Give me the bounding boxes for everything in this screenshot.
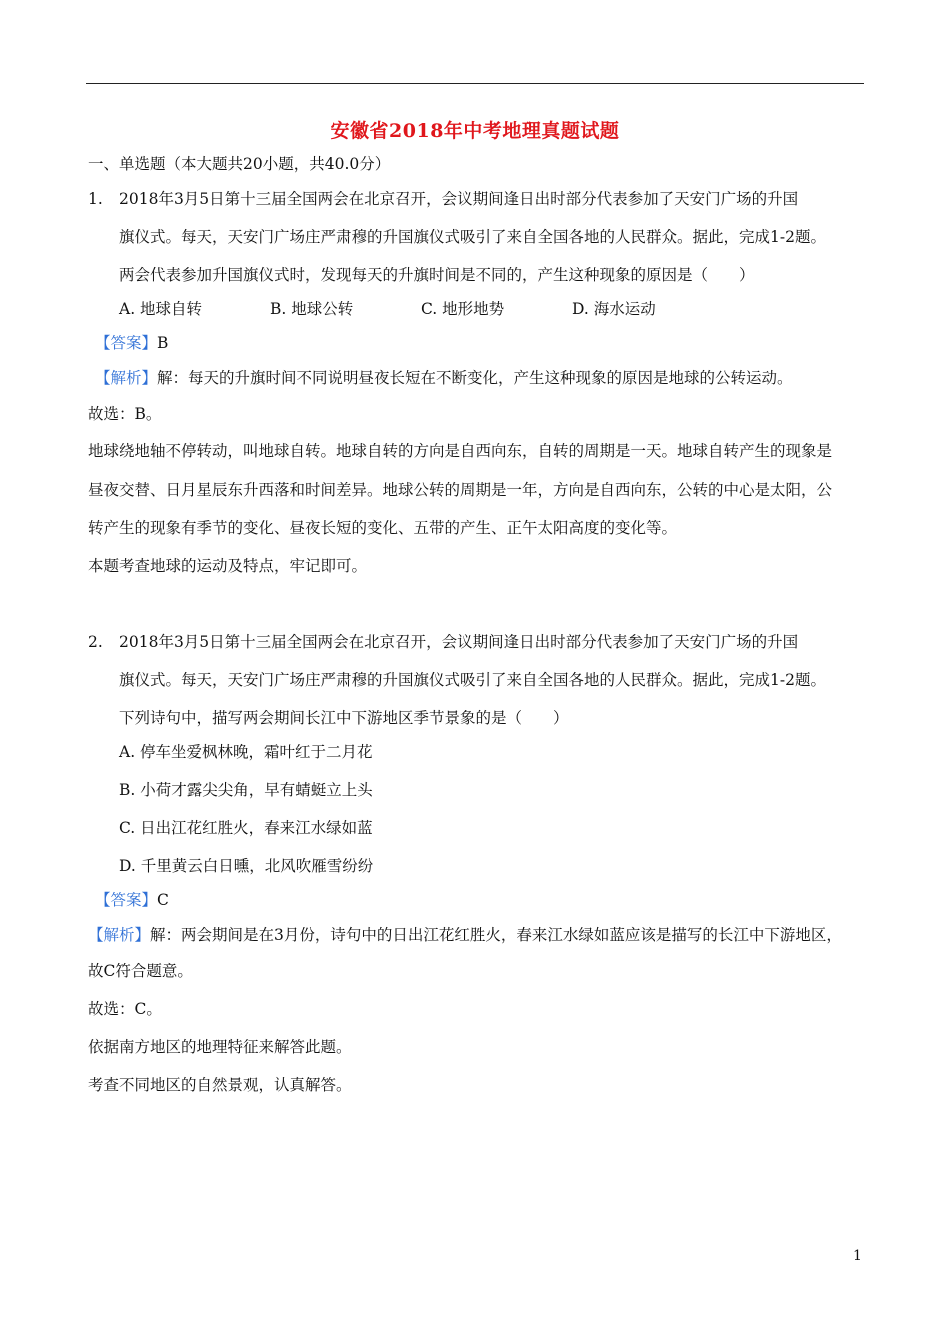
option-c: C. 地形地势	[421, 300, 505, 318]
answer-tag: 【答案】	[95, 891, 158, 909]
question-stem-line: 2018年3月5日第十三届全国两会在北京召开，会议期间逢日出时部分代表参加了天安门广场的升国	[119, 190, 799, 208]
question-stem-line: 下列诗句中，描写两会期间长江中下游地区季节景象的是（ ）	[119, 709, 569, 727]
question-stem-line: 2018年3月5日第十三届全国两会在北京召开，会议期间逢日出时部分代表参加了天安门广场的升国	[119, 633, 799, 651]
analysis-text: 故选：B。	[88, 405, 162, 423]
analysis-tag: 【解析】	[88, 926, 151, 944]
answer-tag: 【答案】	[95, 334, 158, 352]
option-b: B. 地球公转	[270, 300, 354, 318]
section-heading: 一、单选题（本大题共20小题，共40.0分）	[88, 155, 391, 173]
document-title: 安徽省2018年中考地理真题试题	[330, 120, 620, 142]
page-number: 1	[853, 1248, 862, 1264]
analysis-line	[95, 368, 793, 388]
option-d: D. 千里黄云白日曛，北风吹雁雪纷纷	[119, 857, 374, 875]
analysis-text: 故选：C。	[88, 1000, 162, 1018]
analysis-text: 本题考查地球的运动及特点，牢记即可。	[88, 557, 368, 575]
analysis-text: 解：每天的升旗时间不同说明昼夜长短在不断变化，产生这种现象的原因是地球的公转运动。	[157, 369, 793, 387]
analysis-line	[88, 925, 842, 945]
analysis-text: 地球绕地轴不停转动，叫地球自转。地球自转的方向是自西向东，自转的周期是一天。地球自转产生的现象是	[88, 442, 833, 460]
analysis-text: 考查不同地区的自然景观，认真解答。	[88, 1076, 352, 1094]
answer-line	[95, 890, 169, 910]
header-rule	[86, 83, 864, 84]
analysis-text: 故C符合题意。	[88, 962, 193, 980]
analysis-text: 解：两会期间是在3月份，诗句中的日出江花红胜火，春来江水绿如蓝应该是描写的长江中下游地区，	[150, 926, 842, 944]
answer-value: C	[157, 891, 169, 909]
question-stem-line: 旗仪式。每天，天安门广场庄严肃穆的升国旗仪式吸引了来自全国各地的人民群众。据此，完成1-2题。	[119, 228, 826, 246]
question-stem-line: 旗仪式。每天，天安门广场庄严肃穆的升国旗仪式吸引了来自全国各地的人民群众。据此，完成1-2题。	[119, 671, 826, 689]
question-number: 2.	[88, 633, 103, 651]
option-a: A. 停车坐爱枫林晚，霜叶红于二月花	[119, 743, 373, 761]
option-d: D. 海水运动	[572, 300, 656, 318]
question-number: 1.	[88, 190, 103, 208]
analysis-tag: 【解析】	[95, 369, 158, 387]
option-c: C. 日出江花红胜火，春来江水绿如蓝	[119, 819, 373, 837]
answer-value: B	[157, 334, 169, 352]
question-stem-line: 两会代表参加升国旗仪式时，发现每天的升旗时间是不同的，产生这种现象的原因是（ ）	[119, 266, 755, 284]
option-b: B. 小荷才露尖尖角，早有蜻蜓立上头	[119, 781, 373, 799]
analysis-text: 转产生的现象有季节的变化、昼夜长短的变化、五带的产生、正午太阳高度的变化等。	[88, 519, 678, 537]
analysis-text: 依据南方地区的地理特征来解答此题。	[88, 1038, 352, 1056]
answer-line	[95, 333, 168, 353]
option-a: A. 地球自转	[119, 300, 203, 318]
analysis-text: 昼夜交替、日月星辰东升西落和时间差异。地球公转的周期是一年，方向是自西向东，公转的中心是太阳，公	[88, 481, 833, 499]
